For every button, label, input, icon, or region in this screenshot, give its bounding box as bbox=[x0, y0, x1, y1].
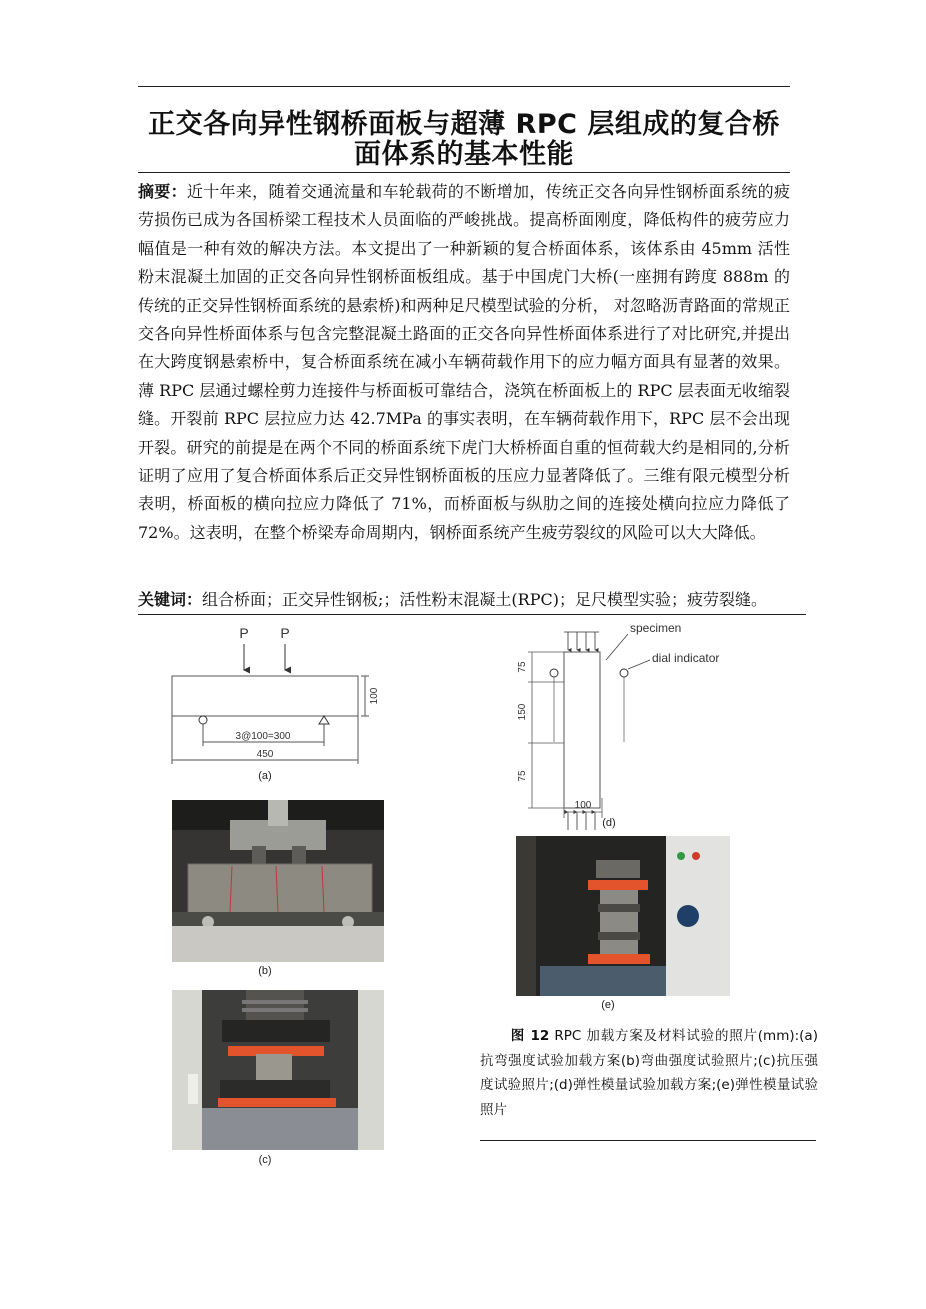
load-label-right: P bbox=[280, 625, 290, 641]
caption-rule bbox=[480, 1140, 816, 1141]
dial-indicator-right bbox=[620, 669, 628, 677]
figure-caption-label: 图 12 bbox=[510, 1028, 550, 1044]
roller-support bbox=[199, 716, 207, 724]
keywords-label: 关键词： bbox=[138, 590, 203, 609]
top-rule bbox=[138, 86, 790, 87]
figure-caption bbox=[480, 1024, 818, 1122]
figure-e-label: (e) bbox=[601, 999, 615, 1011]
length-label: 450 bbox=[256, 749, 274, 760]
figure-b-photo bbox=[172, 800, 384, 962]
abstract-text: 近十年来，随着交通流量和车轮载荷的不断增加，传统正交各向异性钢桥面系统的疲劳损伤已成为各国桥梁工程技术人员面临的严峻挑战。提高桥面刚度，降低构件的疲劳应力幅值是一种有效的解决方法。本文提出了一种新颖的复合桥面体系，该体系由 45mm 活性粉末混凝土加固的正交各向异性钢桥面板组成。基于中国虎门大桥(一座拥有跨度 888m 的传统的正交异性钢桥面系统的悬索桥)和两种足尺模型试验的分析， 对忽略沥青路面的常规正交各向异性桥面体系与包含完整混凝土路面的正交各向异性桥面体系进行了对比研究,并提出在大跨度钢悬索桥中，复合桥面系统在减小车辆荷载作用下的应力幅方面具有显著的效果。薄 RPC 层通过螺栓剪力连接件与桥面板可靠结合，浇筑在桥面板上的 RPC 层表面无收缩裂缝。开裂前 RPC 层拉应力达 42.7MPa 的事实表明，在车辆荷载作用下，RPC 层不会出现开裂。研究的前提是在两个不同的桥面系统下虎门大桥桥面自重的恒荷载大约是相同的,分析证明了应用了复合桥面体系后正交异性钢桥面板的压应力显著降低了。三维有限元模型分析表明，桥面板的横向拉应力降低了 71%，而桥面板与纵肋之间的连接处横向拉应力降低了 72%。这表明，在整个桥梁寿命周期内，钢桥面系统产生疲劳裂纹的风险可以大大降低。 bbox=[138, 182, 790, 542]
load-label-left: P bbox=[239, 625, 249, 641]
figure-d-label: (d) bbox=[602, 817, 616, 829]
abstract bbox=[138, 178, 790, 547]
beam bbox=[172, 676, 358, 716]
figure-c-label: (c) bbox=[258, 1154, 272, 1166]
specimen-label: specimen bbox=[630, 621, 682, 635]
title-rule bbox=[138, 172, 790, 173]
specimen-block bbox=[564, 652, 600, 808]
keywords bbox=[138, 586, 798, 614]
dim-mid-label: 150 bbox=[517, 703, 528, 721]
depth-label: 100 bbox=[369, 687, 380, 705]
dial-indicator-label: dial indicator bbox=[652, 651, 720, 665]
dim-bot-label: 75 bbox=[517, 770, 528, 782]
figure-d-diagram bbox=[510, 620, 755, 830]
spacing-label: 3@100=300 bbox=[235, 731, 291, 742]
dim-top-label: 75 bbox=[517, 661, 528, 673]
figure-b-label: (b) bbox=[258, 965, 272, 977]
figure-c-photo bbox=[172, 990, 384, 1150]
figure-e-photo bbox=[516, 836, 730, 996]
pin-support bbox=[319, 716, 329, 724]
abstract-label: 摘要： bbox=[138, 182, 187, 201]
figure-d-width bbox=[560, 796, 620, 830]
width-label: 100 bbox=[574, 800, 592, 811]
keywords-rule bbox=[138, 614, 806, 615]
figure-c-caption bbox=[250, 1151, 280, 1167]
dial-indicator-left bbox=[550, 669, 558, 677]
figure-caption-text: RPC 加载方案及材料试验的照片(mm):(a)抗弯强度试验加载方案(b)弯曲强度试验照片;(c)抗压强度试验照片;(d)弹性模量试验加载方案;(e)弹性模量试验照片 bbox=[480, 1028, 818, 1118]
figure-b-caption bbox=[250, 962, 280, 978]
paper-title: 正交各向异性钢桥面板与超薄 RPC 层组成的复合桥面体系的基本性能 bbox=[148, 109, 780, 170]
figure-a-diagram bbox=[160, 620, 400, 785]
figure-e-caption bbox=[593, 996, 623, 1012]
keywords-text: 组合桥面；正交异性钢板;；活性粉末混凝土(RPC)；足尺模型实验；疲劳裂缝。 bbox=[202, 590, 767, 609]
figure-a-label: (a) bbox=[258, 770, 272, 782]
